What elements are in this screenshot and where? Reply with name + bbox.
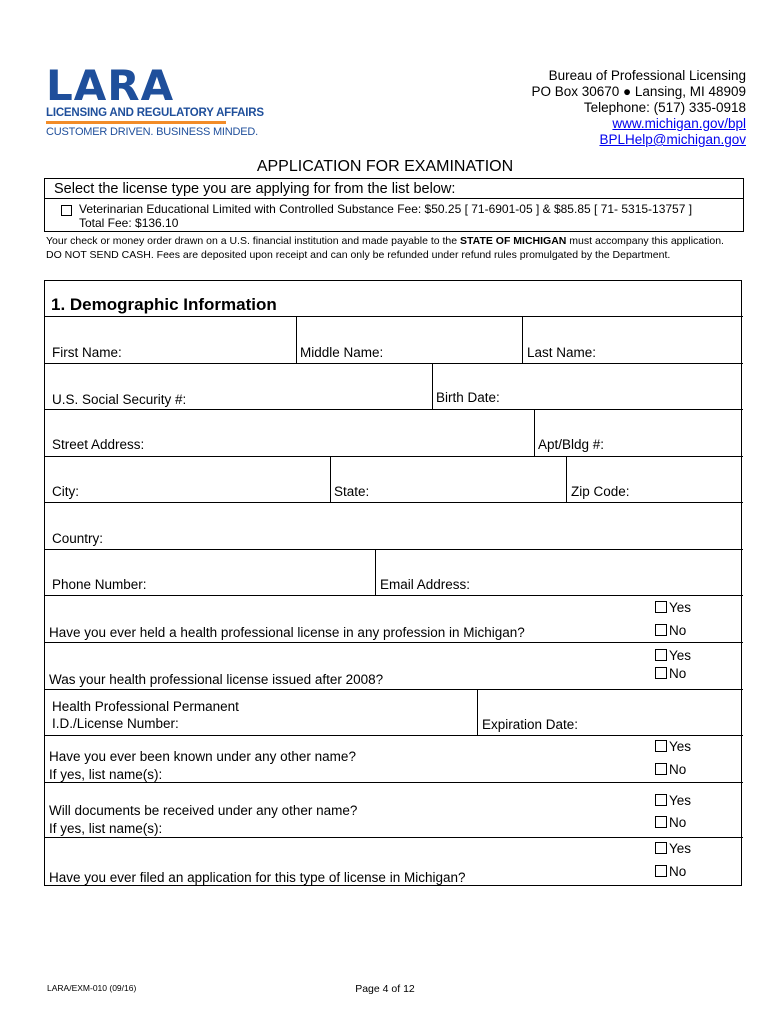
first-name-field[interactable]: First Name: — [52, 345, 122, 360]
agency-name: Bureau of Professional Licensing — [548, 68, 746, 83]
demographic-section — [44, 280, 742, 886]
page-number: Page 4 of 12 — [355, 983, 415, 995]
q2-yes-checkbox[interactable] — [655, 649, 667, 661]
q1-no-option[interactable] — [655, 623, 686, 638]
license-prompt: Select the license type you are applying for from the list below: — [45, 179, 743, 199]
question-documents-other-name: Will documents be received under any other name? — [49, 803, 358, 818]
license-selection-box — [44, 178, 744, 232]
state-field[interactable]: State: — [334, 484, 370, 499]
agency-contact — [531, 68, 746, 148]
yes-label: Yes — [669, 648, 692, 663]
expiration-date-field[interactable]: Expiration Date: — [482, 717, 579, 732]
form-title: APPLICATION FOR EXAMINATION — [256, 158, 514, 175]
question-prior-license: Have you ever held a health professional license in any profession in Michigan? — [49, 625, 525, 640]
lara-logo — [46, 61, 264, 146]
yes-label: Yes — [669, 793, 692, 808]
question-other-name: Have you ever been known under any other name? — [49, 749, 356, 764]
street-address-field[interactable]: Street Address: — [52, 437, 145, 452]
no-label: No — [669, 666, 687, 681]
q4-list-names: If yes, list name(s): — [49, 821, 163, 836]
q3-yes-option[interactable] — [655, 739, 691, 754]
question-prior-application: Have you ever filed an application for this type of license in Michigan? — [49, 870, 466, 885]
q3-yes-checkbox[interactable] — [655, 740, 667, 752]
agency-address: PO Box 30670 ● Lansing, MI 48909 — [531, 84, 746, 99]
logo-wordmark: LARA — [46, 61, 175, 110]
notice-payee: STATE OF MICHIGAN — [460, 235, 567, 247]
q4-yes-option[interactable] — [655, 793, 691, 808]
no-label: No — [669, 815, 687, 830]
q4-yes-checkbox[interactable] — [655, 794, 667, 806]
license-option-label: Veterinarian Educational Limited with Controlled Substance Fee: $50.25 [ 71-6901-05 ] & $85.85 [ 71- 5315-13757 ] — [79, 202, 693, 216]
birth-date-field[interactable]: Birth Date: — [436, 390, 500, 405]
license-option-checkbox[interactable] — [61, 205, 72, 216]
q1-yes-checkbox[interactable] — [655, 601, 667, 613]
country-field[interactable]: Country: — [52, 531, 104, 546]
notice-text-1: Your check or money order drawn on a U.S. financial institution and made payable to the — [46, 235, 461, 247]
q2-no-checkbox[interactable] — [655, 667, 667, 679]
phone-number-field[interactable]: Phone Number: — [52, 577, 147, 592]
payment-notice — [46, 234, 726, 262]
q4-no-checkbox[interactable] — [655, 816, 667, 828]
q3-list-names: If yes, list name(s): — [49, 767, 163, 782]
agency-phone: Telephone: (517) 335-0918 — [583, 100, 746, 115]
q2-yes-option[interactable] — [655, 648, 691, 663]
q1-no-checkbox[interactable] — [655, 624, 667, 636]
question-issued-after-2008: Was your health professional license issued after 2008? — [49, 672, 384, 687]
hp-id-label-line1: Health Professional Permanent — [52, 699, 239, 714]
notice-text-2: must accompany this application. DO NOT SEND CASH. Fees are deposited upon receipt and can only be refunded under refund rules promulgated by the Department. — [46, 235, 724, 261]
license-total-fee: Total Fee: $136.10 — [79, 216, 179, 230]
middle-name-field[interactable]: Middle Name: — [300, 345, 384, 360]
logo-tagline-motto: CUSTOMER DRIVEN. BUSINESS MINDED. — [46, 126, 259, 138]
q5-yes-option[interactable] — [655, 841, 691, 856]
agency-email-link[interactable]: BPLHelp@michigan.gov — [599, 132, 746, 147]
email-address-field[interactable]: Email Address: — [380, 577, 471, 592]
agency-website-link[interactable]: www.michigan.gov/bpl — [612, 116, 746, 131]
no-label: No — [669, 623, 687, 638]
no-label: No — [669, 864, 687, 879]
yes-label: Yes — [669, 600, 692, 615]
q2-no-option[interactable] — [655, 666, 686, 681]
hp-id-field[interactable]: I.D./License Number: — [52, 716, 179, 731]
apt-bldg-field[interactable]: Apt/Bldg #: — [538, 437, 605, 452]
q5-yes-checkbox[interactable] — [655, 842, 667, 854]
q3-no-checkbox[interactable] — [655, 763, 667, 775]
last-name-field[interactable]: Last Name: — [527, 345, 597, 360]
yes-label: Yes — [669, 739, 692, 754]
section-title: 1. Demographic Information — [51, 295, 277, 314]
city-field[interactable]: City: — [52, 484, 79, 499]
q3-no-option[interactable] — [655, 762, 686, 777]
ssn-field[interactable]: U.S. Social Security #: — [52, 392, 187, 407]
form-id: LARA/EXM-010 (09/16) — [47, 983, 137, 993]
q1-yes-option[interactable] — [655, 600, 691, 615]
no-label: No — [669, 762, 687, 777]
logo-divider — [46, 121, 226, 124]
q4-no-option[interactable] — [655, 815, 686, 830]
q5-no-checkbox[interactable] — [655, 865, 667, 877]
logo-tagline-agency: LICENSING AND REGULATORY AFFAIRS — [46, 107, 264, 119]
q5-no-option[interactable] — [655, 864, 686, 879]
yes-label: Yes — [669, 841, 692, 856]
zip-code-field[interactable]: Zip Code: — [571, 484, 630, 499]
